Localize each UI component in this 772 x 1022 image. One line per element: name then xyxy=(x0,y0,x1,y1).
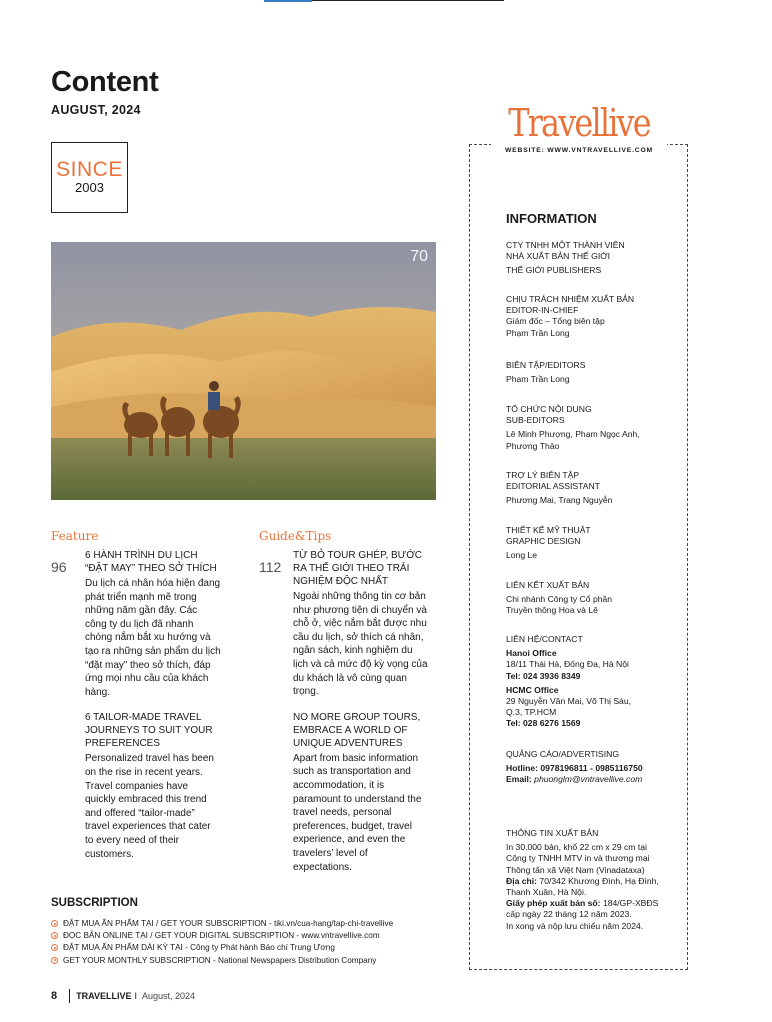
editorial-assistant-block: TRỢ LÝ BIÊN TẬP EDITORIAL ASSISTANT Phương Mai, Trang Nguyễn xyxy=(506,470,613,506)
category-label: Guide&Tips xyxy=(259,529,332,543)
hero-page-number: 70 xyxy=(410,248,428,265)
affiliate-block: LIÊN KẾT XUẤT BẢN Chi nhánh Công ty Cổ phần Truyền thông Hoa và Lê xyxy=(506,580,613,616)
footer-separator: I xyxy=(134,991,137,1001)
issue-date: AUGUST, 2024 xyxy=(51,103,141,117)
top-rule-accent xyxy=(264,0,312,2)
article-title-vi[interactable]: TỪ BỎ TOUR GHÉP, BƯỚC RA THẾ GIỚI THEO TRẢI NGHIỆM ĐỘC NHẤT xyxy=(293,550,423,587)
subscription-item[interactable]: ĐỌC BẢN ONLINE TẠI / GET YOUR DIGITAL SUBSCRIPTION - www.vntravellive.com xyxy=(51,930,393,942)
email[interactable]: Email: phuonglm@vntravellive.com xyxy=(506,774,643,785)
editor-in-chief-block: CHỊU TRÁCH NHIỆM XUẤT BẢN EDITOR-IN-CHIEF Giám đốc – Tổng biên tập Phạm Trần Long xyxy=(506,294,635,338)
travellive-logo[interactable] xyxy=(491,101,667,157)
category-label: Feature xyxy=(51,529,99,543)
bullet-icon xyxy=(51,920,58,927)
since-word: SINCE xyxy=(56,158,123,181)
article-excerpt-en: Apart from basic information such as transportation and accommodation, it is paramount to understand the travel needs, personal preferences, budget, travel experience, and even the travelers’ level of expectations. xyxy=(293,752,422,873)
article-feature[interactable] xyxy=(51,529,221,861)
graphic-design-block: THIẾT KẾ MỸ THUẬT GRAPHIC DESIGN Long Le xyxy=(506,525,591,561)
since-year: 2003 xyxy=(75,180,104,195)
footer-page-number: 8 xyxy=(51,990,58,1002)
bullet-icon xyxy=(51,957,58,964)
logo-website[interactable]: WEBSITE: WWW.VNTRAVELLIVE.COM xyxy=(504,147,654,154)
hotline[interactable]: Hotline: 0978196811 - 0985116750 xyxy=(506,763,643,774)
article-page-number: 112 xyxy=(259,559,282,575)
footer-divider xyxy=(69,989,70,1003)
bullet-icon xyxy=(51,932,58,939)
article-excerpt-en: Personalized travel has been on the rise in recent years. Travel companies have quickly embraced this trend and offered “tailor-made” travel experiences that cater to every need of their customers. xyxy=(85,753,214,860)
page-footer xyxy=(51,989,195,1003)
publishing-info-block: THÔNG TIN XUẤT BẢN In 30.000 bản, khổ 22 cm x 29 cm tại Công ty TNHH MTV in và thương mại Thông tấn xã Việt Nam (Vinadataxa) Địa chỉ: 70/342 Khương Đình, Hạ Đình, Thanh Xuân, Hà Nội. Giấy phép xuất bản số: 184/GP-XBĐS cấp ngày 22 tháng 12 năm 2023. In xong và nộp lưu chiểu năm 2024. xyxy=(506,828,659,931)
advertising-block: QUẢNG CÁO/ADVERTISING Hotline: 0978196811 - 0985116750 Email: phuonglm@vntravellive.com xyxy=(506,749,676,786)
bullet-icon xyxy=(51,944,58,951)
article-title-en[interactable]: NO MORE GROUP TOURS, EMBRACE A WORLD OF UNIQUE ADVENTURES xyxy=(293,711,421,749)
page-title: Content xyxy=(51,66,159,98)
top-rule xyxy=(0,0,772,2)
publisher-block: CTY TNHH MỘT THÀNH VIÊN NHÀ XUẤT BẢN THẾ GIỚI THẾ GIỚI PUBLISHERS xyxy=(506,240,625,276)
logo-wordmark: Travellive xyxy=(508,101,650,145)
subscription-heading: SUBSCRIPTION xyxy=(51,897,138,909)
article-title-vi[interactable]: 6 HÀNH TRÌNH DU LỊCH “ĐẶT MAY” THEO SỞ THÍCH xyxy=(85,550,217,574)
editors-block: BIÊN TẬP/EDITORS Phạm Trần Long xyxy=(506,360,586,385)
top-rule-line xyxy=(312,0,504,1)
desert-camels-illustration xyxy=(51,242,436,500)
article-excerpt-vi: Du lịch cá nhân hóa hiện đang phát triển mạnh mẽ trong những năm gần đây. Các công ty du lịch đã nhanh chóng nắm bắt xu hướng và tạo ra những sản phẩm du lịch “đặt may” theo sở thích, đáp ứng mọi nhu cầu của khách hàng. xyxy=(85,578,221,698)
subscription-item[interactable]: GET YOUR MONTHLY SUBSCRIPTION - National Newspapers Distribution Company xyxy=(51,955,393,967)
footer-brand: TRAVELLIVE xyxy=(76,991,132,1001)
article-guide[interactable] xyxy=(259,529,429,874)
since-badge xyxy=(51,142,128,213)
subscription-list xyxy=(51,918,393,967)
contact-block: LIÊN HỆ/CONTACT Hanoi Office 18/11 Thái Hà, Đống Đa, Hà Nội Tel: 024 3936 8349 HCMC Office 29 Nguyễn Văn Mai, Võ Thị Sáu, Q.3, TP.HCM Tel: 028 6276 1569 xyxy=(506,634,632,729)
article-excerpt-vi: Ngoài những thông tin cơ bản như phương tiện di chuyển và chỗ ở, việc nắm bắt được nhu cầu du lịch, sở thích cá nhân, ngân sách, kinh nghiệm du lịch và cả mức độ kỳ vọng của du khách là vô cùng quan trọng. xyxy=(293,591,428,698)
subscription-item[interactable]: ĐẶT MUA ẤN PHẨM TẠI / GET YOUR SUBSCRIPTION - tiki.vn/cua-hang/tap-chi-travellive xyxy=(51,918,393,930)
information-heading: INFORMATION xyxy=(506,211,597,226)
rider xyxy=(208,381,220,410)
article-page-number: 96 xyxy=(51,559,67,575)
footer-month: August, 2024 xyxy=(141,991,196,1001)
hero-photo[interactable] xyxy=(51,242,436,500)
sub-editors-block: TỔ CHỨC NỘI DUNG SUB-EDITORS Lê Minh Phượng, Phạm Ngọc Anh, Phương Thảo xyxy=(506,404,640,451)
subscription-item[interactable]: ĐẶT MUA ẤN PHẨM DÀI KỲ TẠI - Công ty Phát hành Báo chí Trung Ương xyxy=(51,942,393,954)
article-title-en[interactable]: 6 TAILOR-MADE TRAVEL JOURNEYS TO SUIT YOUR PREFERENCES xyxy=(85,712,213,750)
